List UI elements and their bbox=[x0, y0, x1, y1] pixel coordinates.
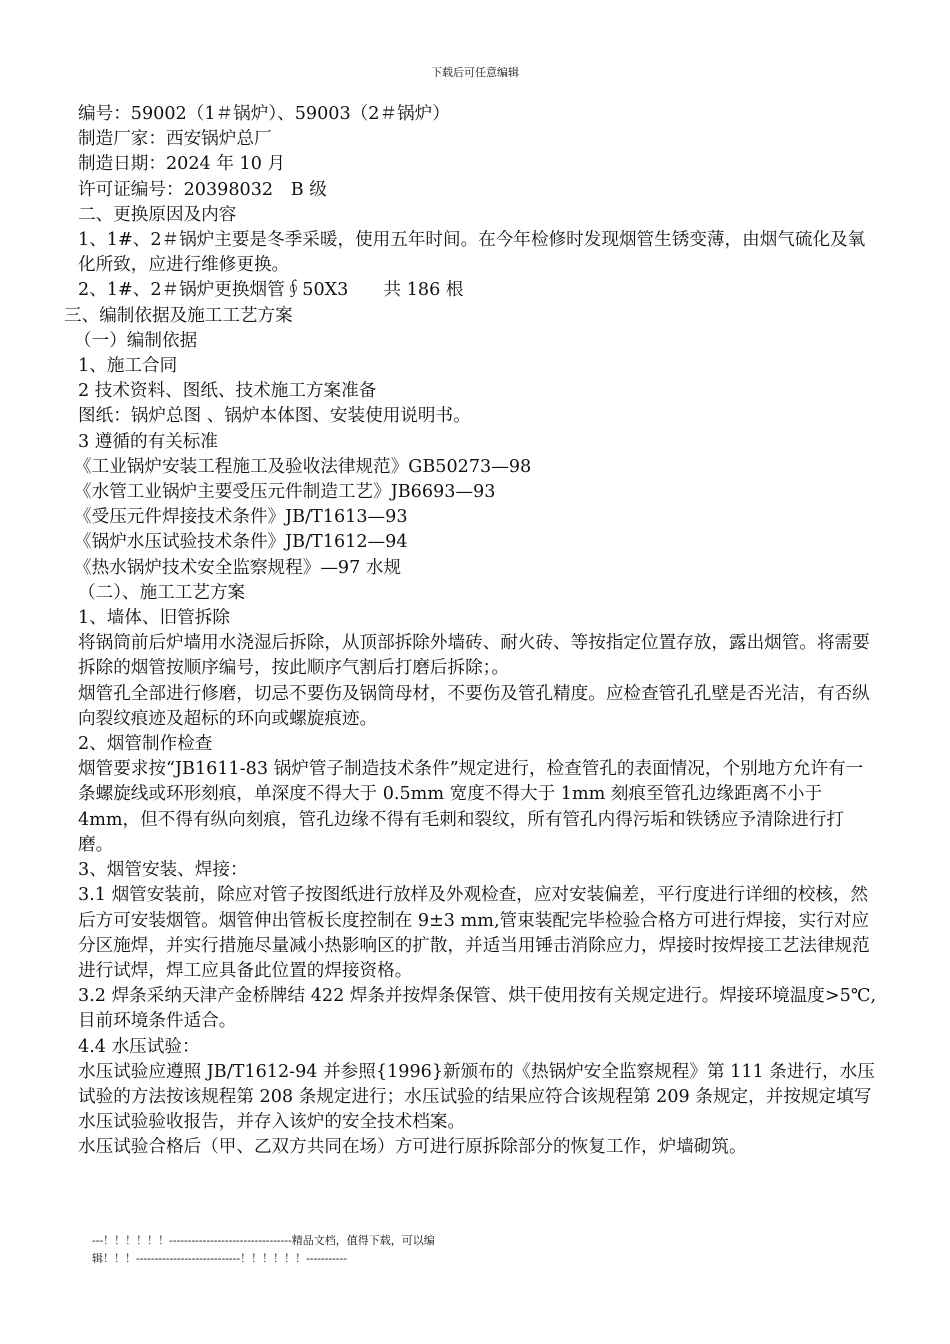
section-2-title: 二、更换原因及内容 bbox=[78, 204, 237, 225]
standard-item: 《锅炉水压试验技术条件》JB/T1612—94 bbox=[74, 532, 408, 553]
section-2-item-2: 2、1#、2＃锅炉更换烟管∮50X3 共 186 根 bbox=[78, 280, 464, 301]
basis-item-1: 1、施工合同 bbox=[78, 356, 178, 377]
license-number: 许可证编号：20398032 B 级 bbox=[78, 179, 327, 200]
page-header-note: 下载后可任意编辑 bbox=[431, 66, 519, 79]
standard-item: 《热水锅炉技术安全监察规程》—97 水规 bbox=[74, 557, 402, 578]
step-4-paragraph-2: 水压试验合格后（甲、乙双方共同在场）方可进行原拆除部分的恢复工作，炉墙砌筑。 bbox=[78, 1137, 747, 1158]
drawings-line: 图纸：锅炉总图 、锅炉本体图、安装使用说明书。 bbox=[78, 406, 471, 427]
step-2-title: 2、烟管制作检查 bbox=[78, 734, 213, 755]
step-1-paragraph-2: 烟管孔全部进行修磨，切忌不要伤及锅筒母材，不要伤及管孔精度。应检查管孔孔壁是否光洁，有否纵向裂纹痕迹及超标的环向或螺旋痕迹。 bbox=[78, 683, 870, 729]
manufacture-date: 制造日期：2024 年 10 月 bbox=[78, 154, 286, 175]
step-1-title: 1、墙体、旧管拆除 bbox=[78, 608, 230, 629]
basis-item-3: 3 遵循的有关标准 bbox=[78, 431, 218, 452]
basis-item-2: 2 技术资料、图纸、技术施工方案准备 bbox=[78, 381, 377, 402]
step-3-2-paragraph: 3.2 焊条采纳天津产金桥牌结 422 焊条并按焊条保管、烘干使用按有关规定进行。焊接环境温度>5℃,目前环境条件适合。 bbox=[78, 986, 877, 1032]
step-4-title: 4.4 水压试验： bbox=[78, 1036, 200, 1057]
manufacturer: 制造厂家：西安锅炉总厂 bbox=[78, 129, 272, 150]
step-2-paragraph: 烟管要求按“JB1611-83 锅炉管子制造技术条件”规定进行，检查管孔的表面情况，个别地方允许有一条螺旋线或环形刻痕，单深度不得大于 0.5mm 宽度不得大于 1mm 刻痕至管孔边缘距离不小于 4mm，但不得有纵向刻痕，管孔边缘不得有毛刺和裂纹，所有管孔内得污垢和铁锈应予清除进行打磨。 bbox=[78, 759, 864, 855]
step-3-title: 3、烟管安装、焊接： bbox=[78, 860, 248, 881]
step-4-paragraph-1: 水压试验应遵照 JB/T1612-94 并参照{1996}新颁布的《热锅炉安全监察规程》第 111 条进行，水压试验的方法按该规程第 208 条规定进行；水压试验的结果应符合该规程第 209 条规定，并按规定填写水压试验验收报告，并存入该炉的安全技术档案。 bbox=[78, 1061, 875, 1133]
page-footer bbox=[92, 1232, 562, 1268]
subsection-process-title: （二）、施工工艺方案 bbox=[78, 582, 246, 603]
footer-line-1: ---！！！！！！---------------------------------精品文档，值得下载，可以编 bbox=[92, 1234, 435, 1247]
boiler-number: 编号：59002（1＃锅炉）、59003（2＃锅炉） bbox=[78, 104, 450, 124]
standard-item: 《受压元件焊接技术条件》JB/T1613—93 bbox=[74, 507, 408, 528]
step-1-paragraph-1: 将锅筒前后炉墙用水浇湿后拆除，从顶部拆除外墙砖、耐火砖、等按指定位置存放，露出烟管。将需要拆除的烟管按顺序编号，按此顺序气割后打磨后拆除；。 bbox=[78, 633, 870, 679]
step-3-1-paragraph: 3.1 烟管安装前，除应对管子按图纸进行放样及外观检查，应对安装偏差，平行度进行详细的校核，然后方可安装烟管。烟管伸出管板长度控制在 9±3 mm,管束装配完毕检验合格方可进行焊接，实行对应分区施焊，并实行措施尽量减小热影响区的扩散，并适当用锤击消除应力，焊接时按焊接工艺法律规范进行试焊，焊工应具备此位置的焊接资格。 bbox=[78, 885, 870, 981]
subsection-basis-title: （一）编制依据 bbox=[74, 330, 198, 351]
section-2-item-1: 1、1#、2＃锅炉主要是冬季采暖，使用五年时间。在今年检修时发现烟管生锈变薄，由烟气硫化及氧化所致，应进行维修更换。 bbox=[78, 230, 866, 276]
footer-line-2: 辑！！！----------------------------！！！！！！----------- bbox=[92, 1252, 347, 1265]
document-body bbox=[64, 102, 878, 1161]
standard-item: 《工业锅炉安装工程施工及验收法律规范》GB50273—98 bbox=[74, 456, 532, 477]
standard-item: 《水管工业锅炉主要受压元件制造工艺》JB6693—93 bbox=[74, 482, 496, 503]
section-3-title: 三、编制依据及施工工艺方案 bbox=[64, 305, 293, 326]
